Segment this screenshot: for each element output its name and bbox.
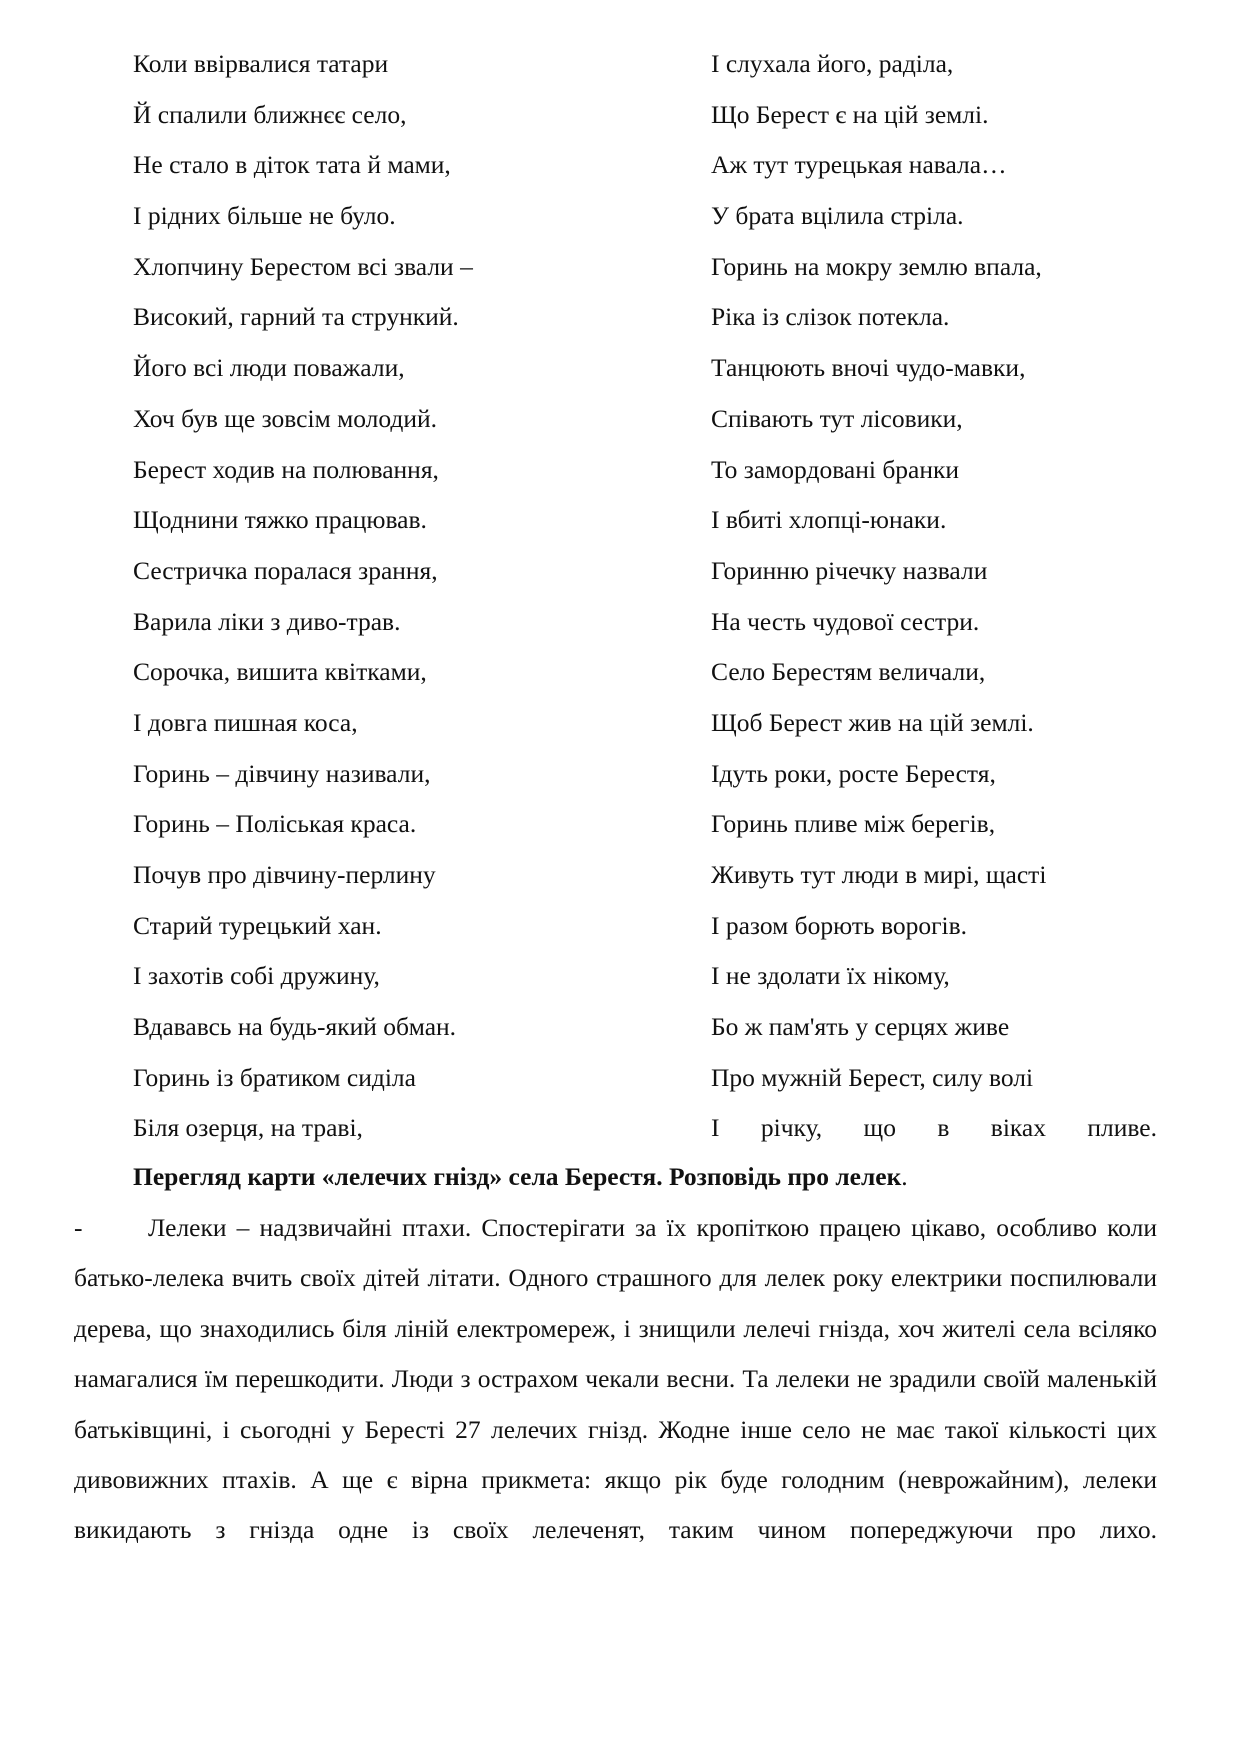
poem-line: І разом борють ворогів. [711,910,968,940]
poem-line: На честь чудової сестри. [711,606,980,636]
poem-line: Горинь на мокру землю впала, [711,251,1042,281]
poem-line: Ріка із слізок потекла. [711,302,950,332]
poem-line: Коли ввірвалися татари [133,49,389,78]
poem-line: Село Берестям величали, [711,657,986,687]
poem-line: Горинню річечку назвали [711,555,988,585]
poem-line: Й спалили ближнєє село, [133,99,407,129]
poem-line: Хлопчину Берестом всі звали – [133,251,473,281]
paragraph-text: Лелеки – надзвичайні птахи. Спостерігати за їх кропіткою працею цікаво, особливо коли батько-лелека вчить своїх дітей літати. Одного страшного для лелек року електрики поспилювали дерева, що знаходились біля ліній електромереж, і знищили лелечі гнізда, хоч жителі села всіляко намагалися їм перешкодити. Люди з острахом чекали весни. Та лелеки не зрадили своїй маленькій батьківщині, і сьогодні у Берестi 27 лелечих гнізд. Жодне інше село не має такої кількості цих дивовижних птахів. А ще є вірна прикмета: якщо рік буде голодним (неврожайним), лелеки викидають з гнізда одне із своїх лелеченят, таким чином попереджуючи про лихо. [74,1213,1157,1545]
poem-line: Сорочка, вишита квітками, [133,657,427,687]
poem-line: Горинь – Поліськая краса. [133,809,417,839]
poem-line: Хоч був ще зовсім молодий. [133,403,438,433]
poem-line: У брата вцілила стріла. [711,201,964,231]
poem-line: Його всі люди поважали, [133,353,405,383]
poem-line: Що Берест є на цій землі. [711,99,989,129]
poem-line: Ідуть роки, росте Берестя, [711,758,996,788]
poem-line: Щоб Берест жив на цій землі. [711,707,1034,737]
poem-line: Сестричка поралася зрання, [133,555,438,585]
poem-line: Про мужній Берест, силу волі [711,1062,1034,1092]
poem-line: І вбиті хлопці-юнаки. [711,505,947,535]
poem-line: І річку, що в віках пливе. [711,1113,1157,1143]
poem-line: Щоднини тяжко працював. [133,505,427,535]
poem-line: Аж тут турецькая навала… [711,150,1007,180]
poem-line: І захотів собі дружину, [133,961,380,991]
poem-line: Горинь пливе між берегів, [711,809,996,839]
section-heading-period: . [901,1162,908,1191]
poem-line: Вдававсь на будь-який обман. [133,1012,457,1042]
poem-line: І довга пишная коса, [133,707,358,737]
poem-line: Танцюють вночі чудо-мавки, [711,353,1026,383]
poem-left-column [133,39,673,1154]
poem-line: Бо ж пам'ять у серцях живе [711,1012,1010,1042]
poem-line: Співають тут лісовики, [711,403,963,433]
poem-right-column [711,39,1157,1154]
poem-line: І не здолати їх нікому, [711,961,950,991]
section-heading-text: Перегляд карти «лелечих гнізд» села Берестя. Розповідь про лелек [133,1162,902,1191]
poem-line: Живуть тут люди в мирі, щасті [711,860,1047,889]
poem-line: Берест ходив на полювання, [133,454,439,484]
list-dash: - [74,1213,83,1242]
poem-line: Горинь – дівчину називали, [133,758,431,788]
poem-line: І слухала його, раділа, [711,49,954,78]
poem-line: Біля озерця, на траві, [133,1113,363,1143]
poem-line: Почув про дівчину-перлину [133,860,436,889]
poem-line: То замордовані бранки [711,454,960,484]
storks-paragraph [74,1203,1157,1556]
poem-line: Старий турецький хан. [133,910,382,940]
poem-line: Варила ліки з диво-трав. [133,606,401,636]
poem-line: І рідних більше не було. [133,201,396,231]
poem-line: Не стало в діток тата й мами, [133,150,451,180]
poem-line: Високий, гарний та стрункий. [133,302,459,332]
section-heading [133,1152,908,1202]
poem-line: Горинь із братиком сиділа [133,1062,416,1092]
